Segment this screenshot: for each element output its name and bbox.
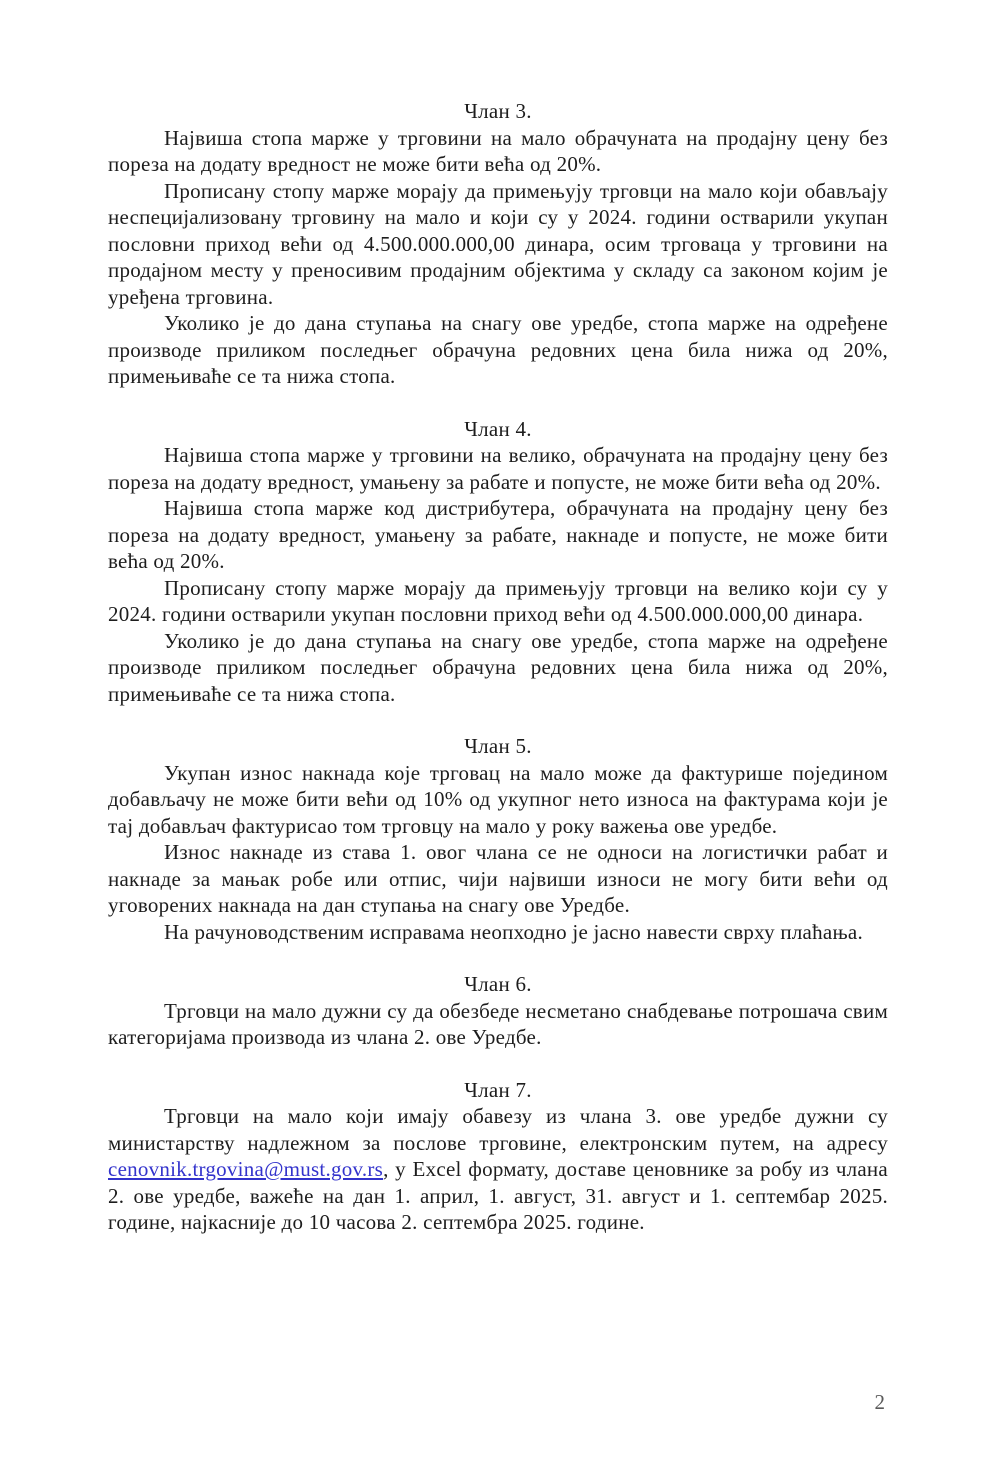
paragraph: Уколико је до дана ступања на снагу ове уредбе, стопа марже на одређене производе приликом последњег обрачуна редовних цена била нижа од 20%, примењиваће се та нижа стопа. (108, 628, 888, 706)
article-6-heading: Члан 6. (464, 972, 532, 996)
article-4-heading: Члан 4. (464, 416, 532, 441)
paragraph-text-after-link: , у Excel формату, доставе ценовнике за робу из члана 2. ове уредбе, важеће на дан 1. април, 1. август, 31. август и 1. септембар 2025. године, најкасније до 10 часова 2. септембра 2025. године. (108, 1157, 888, 1234)
paragraph: Прописану стопу марже морају да примењују трговци на велико који су у 2024. години остварили укупан пословни приход већи од 4.500.000.000,00 динара. (108, 575, 888, 626)
paragraph: Укупан износ накнада које трговац на мало може да фактурише поједином добављачу не може бити већи од 10% од укупног нето износа на фактурама који је тај добављач фактурисао том трговцу на мало у року важења ове уредбе. (108, 760, 888, 838)
article-5-heading: Члан 5. (464, 734, 532, 758)
paragraph: Највиша стопа марже код дистрибутера, обрачуната на продајну цену без пореза на додату вредност, умањену за рабате, накнаде и попусте, не може бити већа од 20%. (108, 496, 888, 573)
article-3 (108, 98, 888, 390)
article-5 (108, 733, 888, 945)
article-7 (108, 1077, 888, 1236)
paragraph-with-link (108, 1103, 888, 1236)
paragraph: Износ накнаде из става 1. овог члана се не односи на логистички рабат и накнаде за мањак робе или отпис, чији највиши износи не могу бити већи од уговорених накнада на дан ступања на снагу ове Уредбе. (108, 840, 888, 917)
article-6 (108, 971, 888, 1051)
paragraph: На рачуноводственим исправама неопходно је јасно навести сврху плаћања. (164, 919, 863, 944)
article-4 (108, 416, 888, 708)
paragraph: Трговци на мало дужни су да обезбеде несметано снабдевање потрошача свим категоријама производа из члана 2. ове Уредбе. (108, 998, 888, 1049)
article-3-heading: Члан 3. (464, 99, 532, 123)
paragraph: Највиша стопа марже у трговини на велико, обрачуната на продајну цену без пореза на додату вредност, умањену за рабате и попусте, не може бити већа од 20%. (108, 443, 888, 494)
email-link[interactable]: cenovnik.trgovina@must.gov.rs (108, 1157, 384, 1181)
page-number: 2 (874, 1390, 885, 1414)
paragraph: Уколико је до дана ступања на снагу ове уредбе, стопа марже на одређене производе приликом последњег обрачуна редовних цена била нижа од 20%, примењиваће се та нижа стопа. (108, 311, 888, 388)
document-body (108, 98, 888, 1236)
paragraph-text-before-link: Трговци на мало који имају обавезу из члана 3. ове уредбе дужни су министарству надлежном за послове трговине, електронским путем, на адресу (108, 1104, 888, 1155)
paragraph: Највиша стопа марже у трговини на мало обрачуната на продајну цену без пореза на додату вредност не може бити већа од 20%. (108, 125, 888, 176)
article-7-heading: Члан 7. (464, 1077, 532, 1102)
paragraph: Прописану стопу марже морају да примењују трговци на мало који обављају неспецијализовану трговину на мало и који су у 2024. години остварили укупан пословни приход већи од 4.500.000.000,00 динара, осим трговаца у трговини на продајном месту у преносивим продајним објектима у складу са законом којим је уређена трговина. (108, 178, 888, 309)
